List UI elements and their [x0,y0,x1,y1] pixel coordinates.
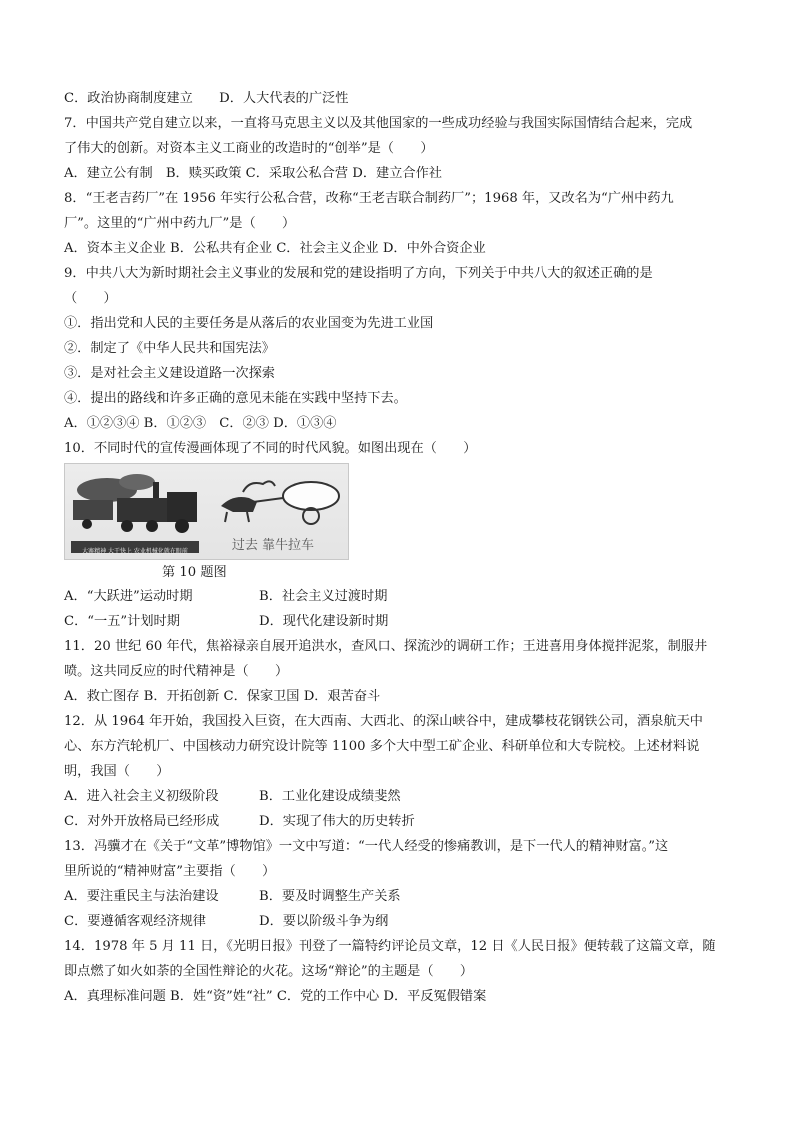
q13-stem-1: 13．冯骥才在《关于“文革”博物馆》一文中写道：“一代人经受的惨痛教训，是下一代人的精神财富。”这 [64,839,669,854]
q13-stem-2: 里所说的“精神财富”主要指（ ） [64,864,276,879]
q7-stem-2: 了伟大的创新。对资本主义工商业的改造时的“创举”是（ ） [64,141,434,156]
q10-options-row-2 [64,609,744,634]
left-caption-text: 大寨精神 大干快上 农业机械化就在眼前 [82,548,188,555]
q8-stem-2: 厂”。这里的“广州中药九厂”是（ ） [64,216,296,231]
left-caption-strip [71,541,199,553]
q12-option-d: D．实现了伟大的历史转折 [259,814,415,829]
ox-cart-icon [213,472,343,532]
tractor-train-icon [67,472,207,542]
q9-choice-4: ④．提出的路线和许多正确的意见未能在实践中坚持下去。 [64,391,407,406]
q13-option-b: B．要及时调整生产关系 [259,889,401,904]
q8-options: A．资本主义企业 B．公私共有企业 C．社会主义企业 D．中外合资企业 [64,241,486,256]
q13-option-a: A．要注重民主与法治建设 [64,889,219,904]
right-caption-text: 过去 靠牛拉车 [231,538,315,553]
exam-page [64,86,744,1009]
q13-options-row-2 [64,909,744,934]
q10-options-row-1 [64,584,744,609]
q14-stem-2: 即点燃了如火如荼的全国性辩论的火花。这场“辩论”的主题是（ ） [64,964,474,979]
q12-stem-3: 明，我国（ ） [64,764,170,779]
q10-option-d: D．现代化建设新时期 [259,614,389,629]
q14-stem-1: 14．1978 年 5 月 11 日，《光明日报》刊登了一篇特约评论员文章，12 日《人民日报》便转载了这篇文章，随 [64,939,716,954]
q9-choice-1: ①．指出党和人民的主要任务是从落后的农业国变为先进工业国 [64,316,434,331]
q13-options-row-1 [64,884,744,909]
q14-options: A．真理标准问题 B．姓“资”姓“社” C．党的工作中心 D．平反冤假错案 [64,989,487,1004]
q10-cartoon-image [64,463,349,560]
q8-stem-1: 8．“王老吉药厂”在 1956 年实行公私合营，改称“王老吉联合制药厂”；1968 年，又改名为“广州中药九 [64,191,674,206]
q10-option-b: B．社会主义过渡时期 [259,589,388,604]
q10-option-a: A．“大跃进”运动时期 [64,589,193,604]
q9-choice-3: ③．是对社会主义建设道路一次探索 [64,366,275,381]
q10-option-c: C．“一五”计划时期 [64,614,180,629]
q7-options: A．建立公有制 B．赎买政策 C．采取公私合营 D．建立合作社 [64,166,442,181]
q12-option-a: A．进入社会主义初级阶段 [64,789,219,804]
q12-options-row-1 [64,784,744,809]
q13-option-d: D．要以阶级斗争为纲 [259,914,389,929]
q13-option-c: C．要遵循客观经济规律 [64,914,206,929]
q9-choice-2: ②．制定了《中华人民共和国宪法》 [64,341,275,356]
q10-stem: 10．不同时代的宣传漫画体现了不同的时代风貌。如图出现在（ ） [64,441,477,456]
q11-stem-1: 11．20 世纪 60 年代，焦裕禄亲自展开追洪水，查风口、探流沙的调研工作；王进喜用身体搅拌泥浆，制服井 [64,639,708,654]
q11-stem-2: 喷。这共同反应的时代精神是（ ） [64,664,289,679]
q9-options: A．①②③④ B．①②③ C．②③ D．①③④ [64,416,337,431]
q9-stem-2: （ ） [64,291,117,306]
right-caption-banner [205,535,341,553]
q12-option-b: B．工业化建设成绩斐然 [259,789,401,804]
q6-options: C．政治协商制度建立 D．人大代表的广泛性 [64,91,349,106]
left-caption-banner [71,544,199,556]
q12-options-row-2 [64,809,744,834]
q7-stem-1: 7．中国共产党自建立以来，一直将马克思主义以及其他国家的一些成功经验与我国实际国情结合起来，完成 [64,116,693,131]
q11-options: A．救亡图存 B．开拓创新 C．保家卫国 D．艰苦奋斗 [64,689,381,704]
right-caption-strip [205,535,341,553]
q9-stem-1: 9．中共八大为新时期社会主义事业的发展和党的建设指明了方向，下列关于中共八大的叙述正确的是 [64,266,653,281]
q12-stem-1: 12．从 1964 年开始，我国投入巨资，在大西南、大西北、的深山峡谷中，建成攀枝花钢铁公司，酒泉航天中 [64,714,703,729]
q10-figure-caption: 第 10 题图 [162,565,227,580]
q12-stem-2: 心、东方汽轮机厂、中国核动力研究设计院等 1100 多个大中型工矿企业、科研单位和大专院校。上述材料说 [64,739,700,754]
q12-option-c: C．对外开放格局已经形成 [64,814,220,829]
